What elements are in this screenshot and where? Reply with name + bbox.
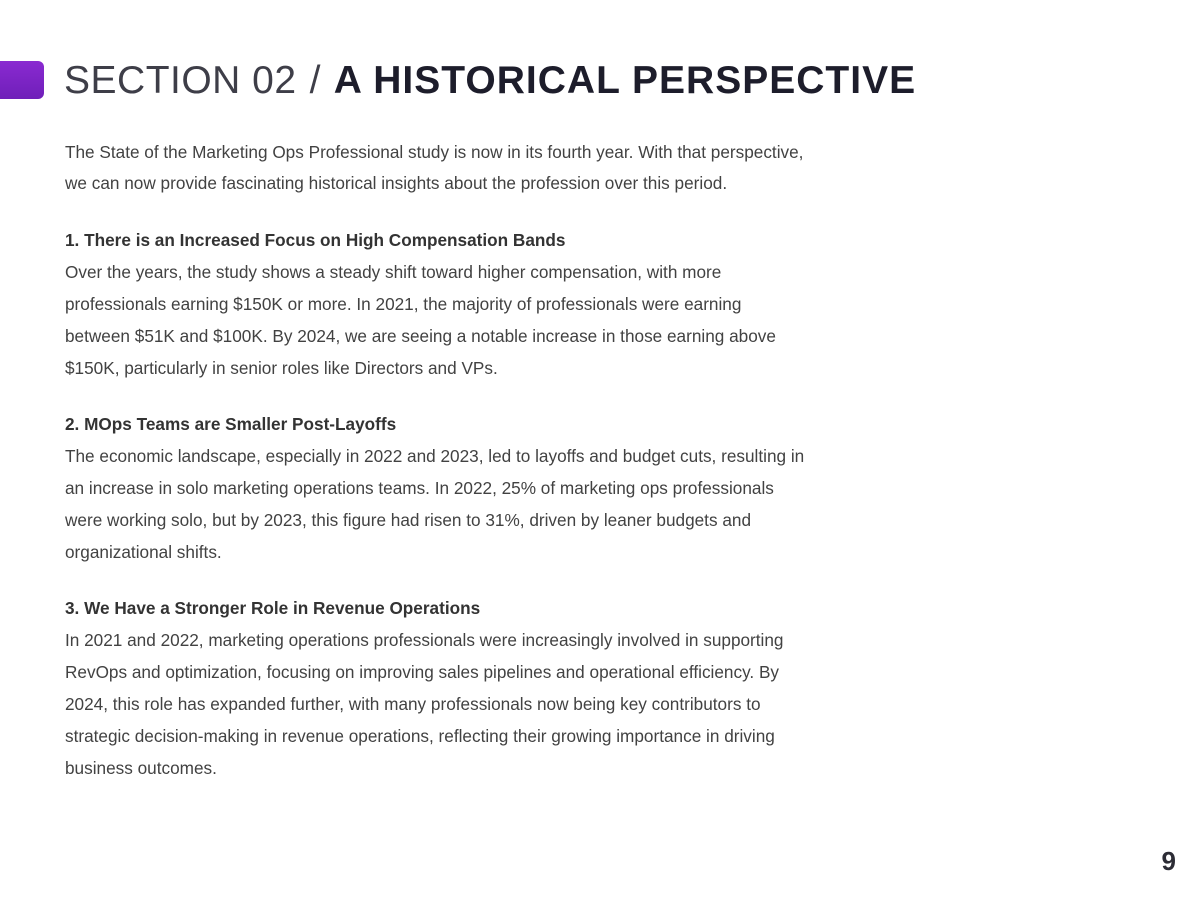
- point-title: 3. We Have a Stronger Role in Revenue Operations: [65, 598, 481, 618]
- point-title: 2. MOps Teams are Smaller Post-Layoffs: [65, 414, 397, 434]
- section-accent-tab: [0, 61, 44, 99]
- point-title: 1. There is an Increased Focus on High Compensation Bands: [65, 230, 566, 250]
- point-revenue-operations: [65, 593, 805, 784]
- section-number: SECTION 02: [64, 59, 297, 102]
- point-team-size: [65, 409, 805, 568]
- point-body: In 2021 and 2022, marketing operations professionals were increasingly involved in supporting RevOps and optimization, focusing on improving sales pipelines and operational efficiency. By 2024, this role has expanded further, with many professionals now being key contributors to strategic decision-making in revenue operations, reflecting their growing importance in driving business outcomes.: [65, 630, 784, 778]
- point-body: Over the years, the study shows a steady shift toward higher compensation, with more professionals earning $150K or more. In 2021, the majority of professionals were earning between $51K and $100K. By 2024, we are seeing a notable increase in those earning above $150K, particularly in senior roles like Directors and VPs.: [65, 262, 776, 378]
- page-number: 9: [1161, 846, 1176, 876]
- point-body: The economic landscape, especially in 2022 and 2023, led to layoffs and budget cuts, resulting in an increase in solo marketing operations teams. In 2022, 25% of marketing ops professionals were working solo, but by 2023, this figure had risen to 31%, driven by leaner budgets and organizational shifts.: [65, 446, 805, 562]
- point-compensation: [65, 225, 805, 384]
- intro-paragraph: The State of the Marketing Ops Professional study is now in its fourth year. With that perspective, we can now provide fascinating historical insights about the profession over this period.: [65, 142, 804, 193]
- section-heading: [64, 58, 916, 104]
- section-content: [65, 137, 805, 809]
- heading-separator: /: [309, 59, 321, 102]
- section-title: A HISTORICAL PERSPECTIVE: [333, 59, 917, 102]
